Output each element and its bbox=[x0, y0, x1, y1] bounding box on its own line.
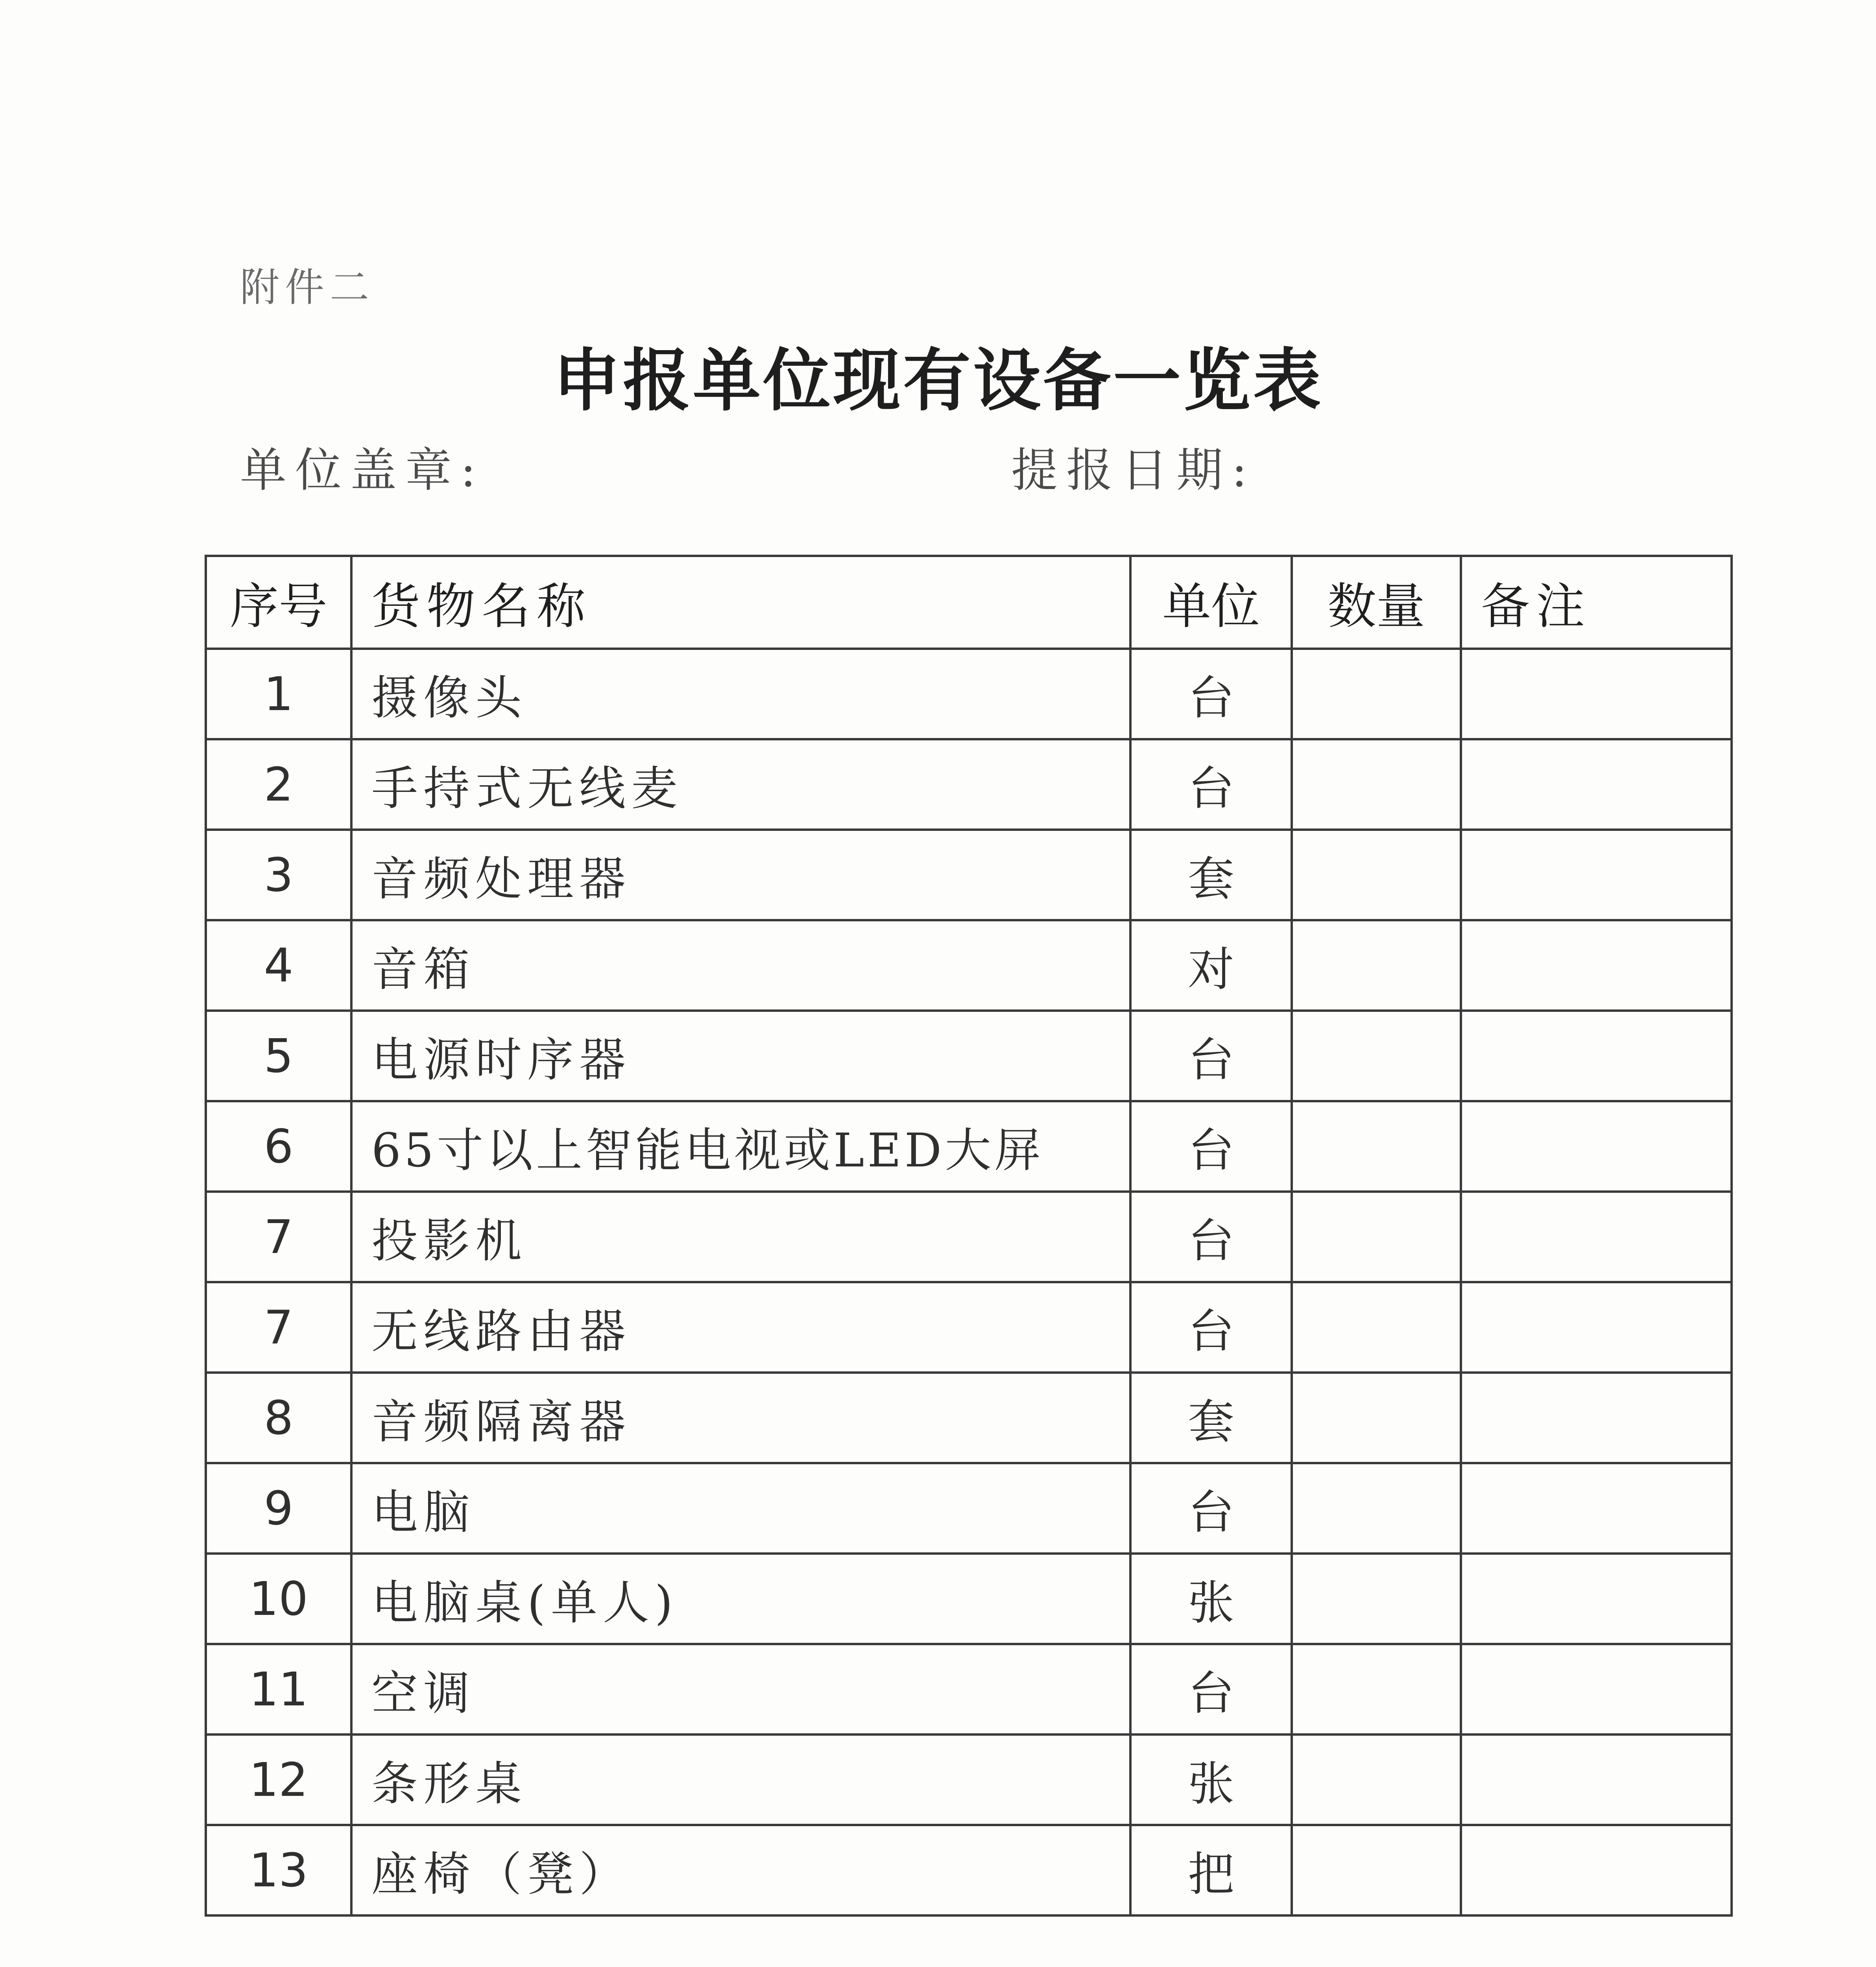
row-no: 12 bbox=[206, 1735, 351, 1825]
row-quantity[interactable] bbox=[1292, 649, 1461, 739]
row-unit: 套 bbox=[1130, 830, 1292, 920]
row-remark[interactable] bbox=[1461, 1554, 1732, 1644]
header-quantity: 数量 bbox=[1292, 556, 1461, 649]
row-quantity[interactable] bbox=[1292, 830, 1461, 920]
row-remark[interactable] bbox=[1461, 830, 1732, 920]
row-unit: 张 bbox=[1130, 1554, 1292, 1644]
row-unit: 台 bbox=[1130, 649, 1292, 739]
table-row bbox=[206, 1825, 1732, 1915]
table-row bbox=[206, 1101, 1732, 1192]
seal-label: 单位盖章: bbox=[240, 443, 485, 497]
row-name: 电脑 bbox=[351, 1463, 1130, 1554]
row-name: 摄像头 bbox=[351, 649, 1130, 739]
row-quantity[interactable] bbox=[1292, 1825, 1461, 1915]
row-quantity[interactable] bbox=[1292, 1644, 1461, 1735]
table-row bbox=[206, 1644, 1732, 1735]
table-row bbox=[206, 1282, 1732, 1373]
row-unit: 张 bbox=[1130, 1735, 1292, 1825]
row-no: 5 bbox=[206, 1011, 351, 1101]
row-no: 10 bbox=[206, 1554, 351, 1644]
table-row bbox=[206, 1463, 1732, 1554]
row-unit: 台 bbox=[1130, 1192, 1292, 1282]
table-row bbox=[206, 1192, 1732, 1282]
row-name: 手持式无线麦 bbox=[351, 739, 1130, 830]
row-name: 电源时序器 bbox=[351, 1011, 1130, 1101]
header-unit: 单位 bbox=[1130, 556, 1292, 649]
header-no: 序号 bbox=[206, 556, 351, 649]
row-quantity[interactable] bbox=[1292, 1192, 1461, 1282]
row-remark[interactable] bbox=[1461, 1011, 1732, 1101]
document-title: 申报单位现有设备一览表 bbox=[553, 340, 1323, 420]
row-remark[interactable] bbox=[1461, 1282, 1732, 1373]
row-name: 音箱 bbox=[351, 920, 1130, 1011]
row-remark[interactable] bbox=[1461, 1101, 1732, 1192]
row-unit: 对 bbox=[1130, 920, 1292, 1011]
row-quantity[interactable] bbox=[1292, 1463, 1461, 1554]
table-row bbox=[206, 1735, 1732, 1825]
header-remark: 备注 bbox=[1461, 556, 1732, 649]
row-unit: 台 bbox=[1130, 1101, 1292, 1192]
row-quantity[interactable] bbox=[1292, 1282, 1461, 1373]
row-no: 3 bbox=[206, 830, 351, 920]
table-row bbox=[206, 739, 1732, 830]
row-name: 音频隔离器 bbox=[351, 1373, 1130, 1463]
row-name: 条形桌 bbox=[351, 1735, 1130, 1825]
row-quantity[interactable] bbox=[1292, 1554, 1461, 1644]
row-no: 2 bbox=[206, 739, 351, 830]
row-quantity[interactable] bbox=[1292, 1101, 1461, 1192]
row-remark[interactable] bbox=[1461, 920, 1732, 1011]
row-name: 无线路由器 bbox=[351, 1282, 1130, 1373]
row-quantity[interactable] bbox=[1292, 920, 1461, 1011]
row-no: 7 bbox=[206, 1282, 351, 1373]
table-row bbox=[206, 1011, 1732, 1101]
table-row bbox=[206, 1554, 1732, 1644]
row-no: 13 bbox=[206, 1825, 351, 1915]
row-unit: 台 bbox=[1130, 1282, 1292, 1373]
row-no: 11 bbox=[206, 1644, 351, 1735]
row-name: 投影机 bbox=[351, 1192, 1130, 1282]
row-quantity[interactable] bbox=[1292, 739, 1461, 830]
row-remark[interactable] bbox=[1461, 1644, 1732, 1735]
row-remark[interactable] bbox=[1461, 1463, 1732, 1554]
row-quantity[interactable] bbox=[1292, 1011, 1461, 1101]
row-name: 65寸以上智能电视或LED大屏 bbox=[351, 1101, 1130, 1192]
row-remark[interactable] bbox=[1461, 739, 1732, 830]
table-row bbox=[206, 1373, 1732, 1463]
row-remark[interactable] bbox=[1461, 1192, 1732, 1282]
row-unit: 把 bbox=[1130, 1825, 1292, 1915]
row-unit: 台 bbox=[1130, 1463, 1292, 1554]
row-unit: 台 bbox=[1130, 1644, 1292, 1735]
row-quantity[interactable] bbox=[1292, 1735, 1461, 1825]
row-no: 6 bbox=[206, 1101, 351, 1192]
row-remark[interactable] bbox=[1461, 1373, 1732, 1463]
row-remark[interactable] bbox=[1461, 1825, 1732, 1915]
row-unit: 台 bbox=[1130, 1011, 1292, 1101]
row-no: 9 bbox=[206, 1463, 351, 1554]
attachment-label: 附件二 bbox=[240, 264, 375, 310]
row-unit: 台 bbox=[1130, 739, 1292, 830]
row-remark[interactable] bbox=[1461, 649, 1732, 739]
row-remark[interactable] bbox=[1461, 1735, 1732, 1825]
table-row bbox=[206, 649, 1732, 739]
table-row bbox=[206, 920, 1732, 1011]
row-quantity[interactable] bbox=[1292, 1373, 1461, 1463]
row-unit: 套 bbox=[1130, 1373, 1292, 1463]
table-row bbox=[206, 830, 1732, 920]
header-name: 货物名称 bbox=[351, 556, 1130, 649]
row-name: 空调 bbox=[351, 1644, 1130, 1735]
date-label: 提报日期: bbox=[1011, 443, 1256, 497]
table-header-row bbox=[206, 556, 1732, 649]
row-no: 4 bbox=[206, 920, 351, 1011]
row-name: 音频处理器 bbox=[351, 830, 1130, 920]
row-no: 7 bbox=[206, 1192, 351, 1282]
row-name: 座椅（凳） bbox=[351, 1825, 1130, 1915]
row-no: 8 bbox=[206, 1373, 351, 1463]
row-name: 电脑桌(单人) bbox=[351, 1554, 1130, 1644]
equipment-table bbox=[205, 555, 1733, 1917]
row-no: 1 bbox=[206, 649, 351, 739]
